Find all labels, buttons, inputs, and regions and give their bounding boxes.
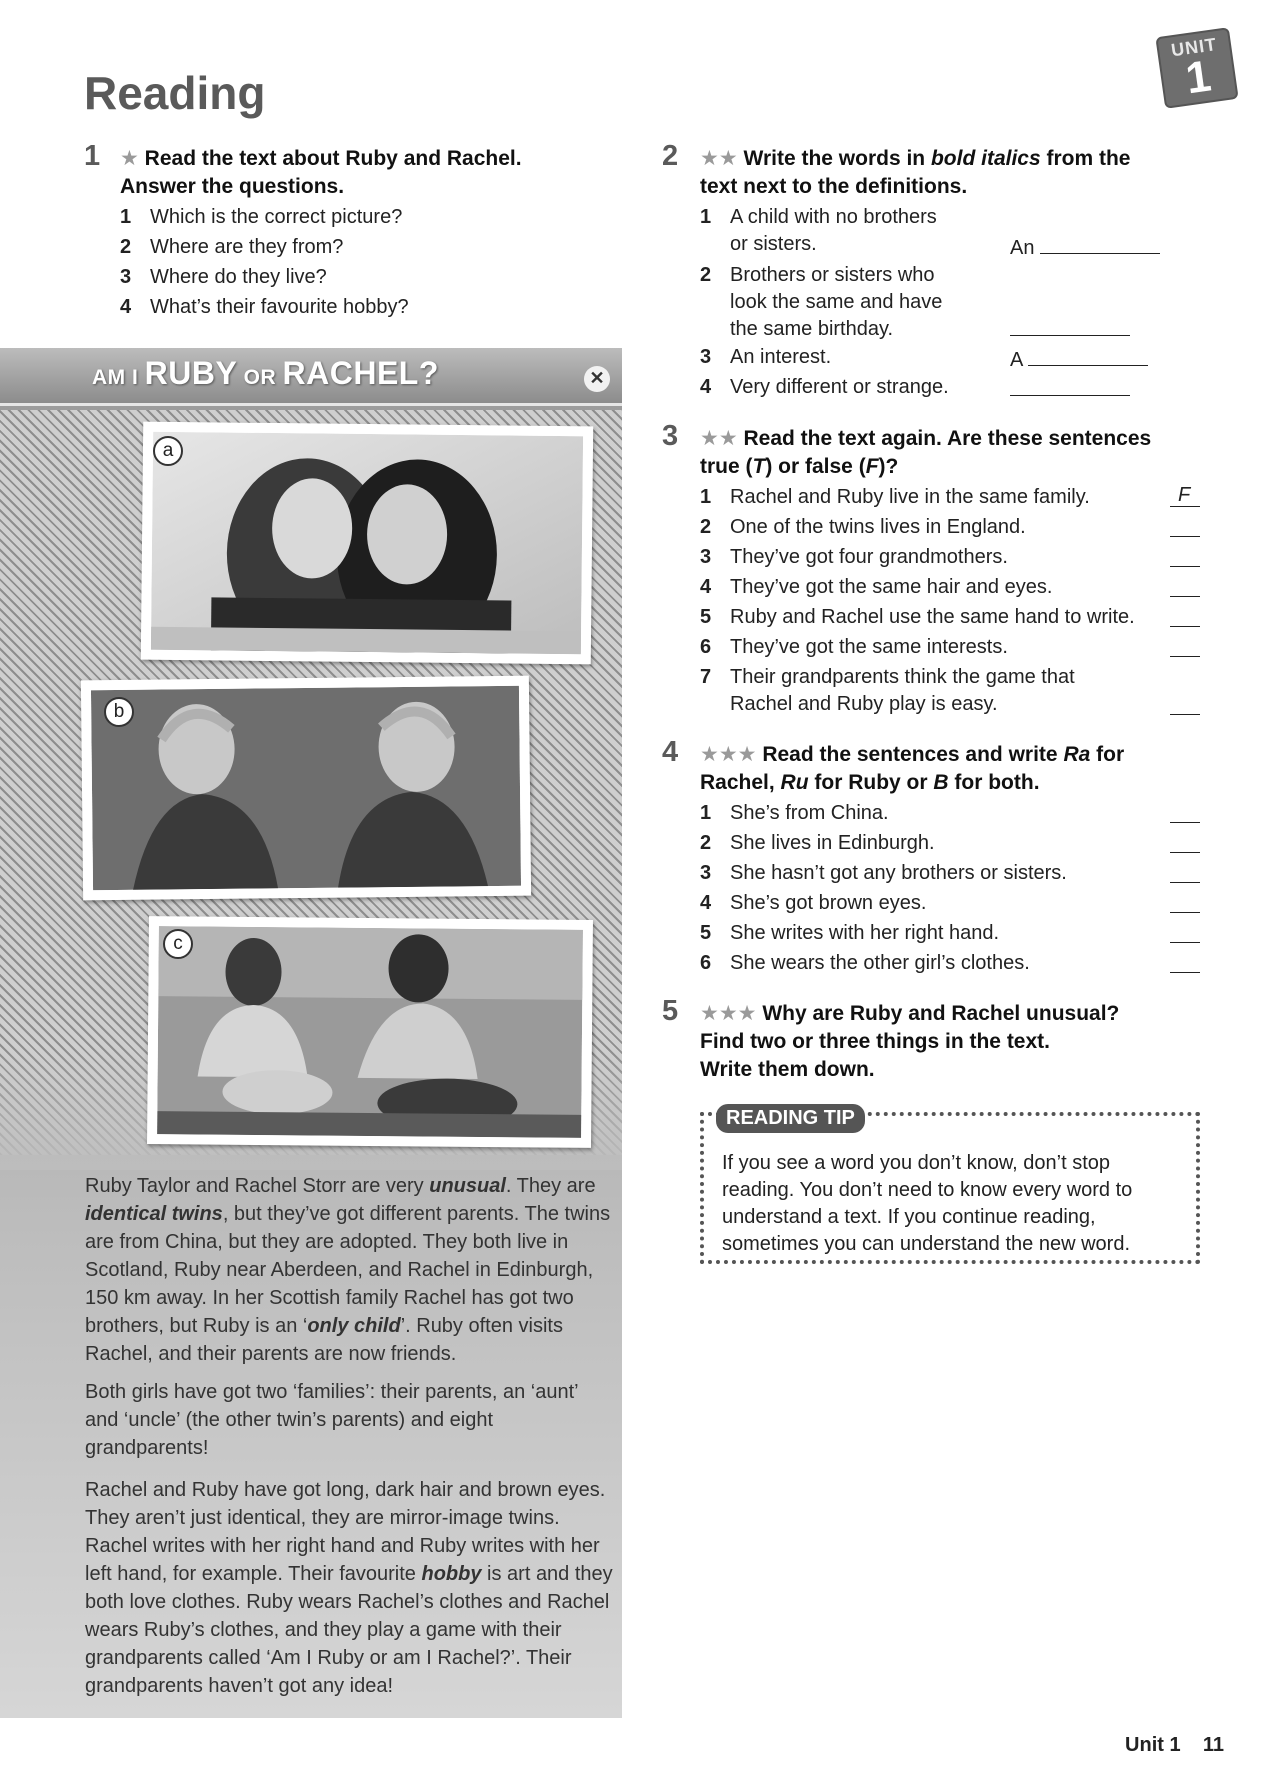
exercise-3-item: 2 One of the twins lives in England. <box>700 516 1026 538</box>
exercise-3-answer-blank[interactable] <box>1170 506 1200 507</box>
exercise-3-item: 1 Rachel and Ruby live in the same family. <box>700 486 1090 508</box>
page-footer <box>1125 1734 1224 1757</box>
exercise-1-item: 1 Which is the correct picture? <box>120 206 403 228</box>
exercise-3-answer-blank[interactable] <box>1170 714 1200 715</box>
photo-b-image <box>91 686 521 890</box>
photo-c <box>147 916 593 1148</box>
exercise-3-example-answer: F <box>1178 484 1191 506</box>
keyword-hobby: hobby <box>421 1563 482 1585</box>
exercise-2-answer-4[interactable] <box>1010 376 1130 402</box>
exercise-4-answer-blank[interactable] <box>1170 852 1200 853</box>
keyword-identical-twins: identical twins <box>85 1203 223 1225</box>
exercise-5-number: 5 <box>662 995 679 1027</box>
exercise-3-item: 3 They’ve got four grandmothers. <box>700 546 1008 568</box>
exercise-1-instruction <box>120 145 522 201</box>
article-paragraph-1: Ruby Taylor and Rachel Storr are very unusual. They are identical twins, but they’ve got different parents. The twins are from China, but they are adopted. They both live in Scotland, Ruby near Aberdeen, and Rachel in Edinburgh, 150 km away. In her Scottish family Rachel has got two brothers, but Ruby is an ‘only child’. Ruby often visits Rachel, and their parents are now friends. <box>85 1175 611 1365</box>
exercise-2-item: 3 An interest. <box>700 346 832 368</box>
article-paragraph-2: Both girls have got two ‘families’: their parents, an ‘aunt’ and ‘uncle’ (the other twin’s parents) and eight grandparents! <box>85 1381 578 1459</box>
exercise-4-item: 1 She’s from China. <box>700 802 889 824</box>
exercise-3-item: 5 Ruby and Rachel use the same hand to write. <box>700 606 1135 628</box>
exercise-1-instruction-line2: Answer the questions. <box>120 175 345 198</box>
exercise-2-item: 4 Very different or strange. <box>700 376 949 398</box>
article-title: AM I RUBY OR RACHEL? <box>92 355 439 391</box>
reading-tip-label: READING TIP <box>716 1104 865 1133</box>
exercise-3-answer-blank[interactable] <box>1170 626 1200 627</box>
exercise-3-instruction: ★★ Read the text again. Are these sentences true (T) or false (F)? <box>700 427 1152 478</box>
exercise-2-answer-1[interactable]: An <box>1010 234 1160 260</box>
exercise-5-instruction: ★★★ Why are Ruby and Rachel unusual? Find two or three things in the text. Write them down. <box>700 1002 1120 1081</box>
photo-b-label: b <box>104 697 134 727</box>
photo-b <box>81 676 531 901</box>
exercise-2-instruction: ★★ Write the words in bold italics from the text next to the definitions. <box>700 147 1131 198</box>
exercise-4-answer-blank[interactable] <box>1170 822 1200 823</box>
exercise-4-answer-blank[interactable] <box>1170 972 1200 973</box>
exercise-3-answer-blank[interactable] <box>1170 536 1200 537</box>
exercise-4-item: 5 She writes with her right hand. <box>700 922 1000 944</box>
exercise-3-answer-blank[interactable] <box>1170 656 1200 657</box>
exercise-4-item: 4 She’s got brown eyes. <box>700 892 927 914</box>
page-number: 11 <box>1202 1734 1224 1756</box>
close-icon[interactable]: ✕ <box>584 366 610 392</box>
exercise-1-instruction-line1: Read the text about Ruby and Rachel. <box>144 147 522 170</box>
photo-c-image <box>157 926 583 1138</box>
page-title: Reading <box>84 67 266 119</box>
photo-a-image <box>151 432 583 654</box>
exercise-2-number: 2 <box>662 140 679 172</box>
exercise-1-item: 2 Where are they from? <box>120 236 344 258</box>
exercise-4-item: 3 She hasn’t got any brothers or sisters. <box>700 862 1067 884</box>
photo-a-label: a <box>153 436 183 466</box>
exercise-3-number: 3 <box>662 420 679 452</box>
photo-c-label: c <box>163 929 193 959</box>
exercise-2-item: 2 Brothers or sisters who look the same and have the same birthday. <box>700 264 943 340</box>
exercise-4-number: 4 <box>662 736 679 768</box>
exercise-2-answer-3[interactable]: A <box>1010 346 1148 372</box>
exercise-4-answer-blank[interactable] <box>1170 882 1200 883</box>
exercise-4-item: 2 She lives in Edinburgh. <box>700 832 935 854</box>
exercise-1-stars: ★ <box>120 147 139 170</box>
exercise-1-item: 4 What’s their favourite hobby? <box>120 296 409 318</box>
unit-badge <box>1155 27 1238 109</box>
exercise-4-instruction: ★★★ Read the sentences and write Ra for Rachel, Ru for Ruby or B for both. <box>700 743 1125 794</box>
exercise-1-number: 1 <box>84 140 101 172</box>
exercise-4-answer-blank[interactable] <box>1170 942 1200 943</box>
article-paragraph-3: Rachel and Ruby have got long, dark hair and brown eyes. They aren’t just identical, they are mirror-image twins. Rachel writes with her right hand and Ruby writes with her left hand, for example. Their favourite hobby is art and they both love clothes. Ruby wears Rachel’s clothes and Rachel wears Ruby’s clothes, and they play a game with their grandparents called ‘Am I Ruby or am I Rachel?’. Their grandparents haven’t got any idea! <box>85 1479 613 1697</box>
exercise-3-item: 6 They’ve got the same interests. <box>700 636 1008 658</box>
exercise-3-item: 7 Their grandparents think the game that Rachel and Ruby play is easy. <box>700 666 1075 715</box>
exercise-4-answer-blank[interactable] <box>1170 912 1200 913</box>
reading-tip-text: If you see a word you don’t know, don’t stop reading. You don’t need to know every word to understand a text. If you continue reading, sometimes you can understand the new word. <box>722 1152 1133 1255</box>
exercise-2-item: 1 A child with no brothers or sisters. <box>700 206 937 255</box>
exercise-4-item: 6 She wears the other girl’s clothes. <box>700 952 1030 974</box>
keyword-only-child: only child <box>307 1315 401 1337</box>
footer-unit: Unit 1 <box>1125 1734 1181 1756</box>
exercise-3-answer-blank[interactable] <box>1170 596 1200 597</box>
keyword-unusual: unusual <box>429 1175 506 1197</box>
photo-a <box>141 422 593 665</box>
exercise-3-answer-blank[interactable] <box>1170 566 1200 567</box>
unit-badge-label: UNIT <box>1169 34 1219 61</box>
exercise-1-item: 3 Where do they live? <box>120 266 327 288</box>
unit-badge-number: 1 <box>1182 51 1214 104</box>
exercise-2-answer-2[interactable] <box>1010 316 1130 342</box>
exercise-3-item: 4 They’ve got the same hair and eyes. <box>700 576 1053 598</box>
